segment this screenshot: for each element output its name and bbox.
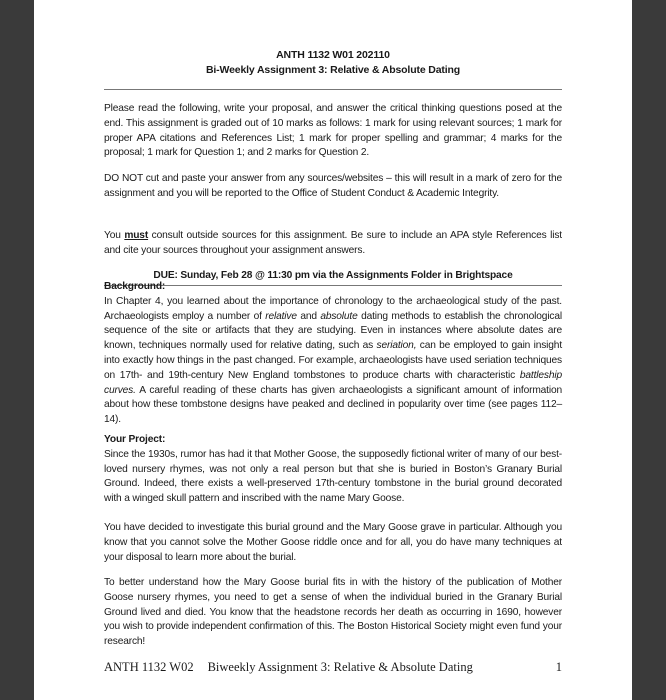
course-code: ANTH 1132 W01 202110 (276, 49, 390, 61)
project-paragraph-1: Since the 1930s, rumor has had it that Mother Goose, the supposedly fictional writer of many of our best-loved nursery rhymes, was not only a real person but that she is buried in Boston’s Granary Burial Ground. Indeed, there exists a well-preserved 17th-century tombstone in the burial ground decorated with a winged skull pattern and inscribed with the name Mary Goose. (104, 448, 562, 505)
emphasis-must: must (124, 230, 149, 241)
sources-paragraph (104, 229, 562, 259)
due-date: DUE: Sunday, Feb 28 @ 11:30 pm via the Assignments Folder in Brightspace (153, 270, 513, 281)
project-section (104, 433, 562, 507)
text: In Chapter 4, you learned about the importance of chronology to the archaeological study of the past. Archaeologists employ a number of (104, 295, 562, 322)
instructions-paragraph: Please read the following, write your proposal, and answer the critical thinking questions posed at the end. This assignment is graded out of 10 marks as follows: 1 mark for using relevant sources; 1 mark for proper APA citations and References List; 1 mark for proper spelling and grammar; 4 marks for the proposal; 1 mark for Question 1; and 2 marks for Question 2. (104, 103, 562, 159)
text: can be employed to gain insight into exactly how things in the past changed. For example, archaeologists have used seriation techniques on 17th- and 19th-century New England tombstones to produce charts with characteristic (104, 340, 562, 381)
text: consult outside sources for this assignment. Be sure to include an APA style References list and cite your sources throughout your assignment answers. (104, 230, 562, 256)
background-paragraph (104, 295, 562, 428)
page-number: 1 (555, 660, 562, 674)
text: A careful reading of these charts has given archaeologists a significant amount of information about how these tombstone designs have peaked and declined in popularity over time (see pages 112–14). (104, 384, 562, 426)
text: dating methods to establish the chronological sequence of the site or artifacts that they are studying. Even in instances where absolute dates are known, techniques normally used for relative dating, such as (104, 310, 563, 352)
project-heading: Your Project: (104, 434, 166, 445)
page-footer (104, 660, 562, 675)
project-paragraph-2: You have decided to investigate this burial ground and the Mary Goose grave in particular. Although you know that you cannot solve the Mother Goose riddle once and for all, you do have many techniques at your disposal to learn more about the burial. (104, 522, 562, 563)
italic-term: absolute (320, 310, 358, 322)
text: and (296, 310, 321, 322)
assignment-title: Bi-Weekly Assignment 3: Relative & Absolute Dating (205, 64, 461, 76)
italic-term: battleship curves. (104, 369, 562, 396)
divider (104, 89, 562, 90)
italic-term: relative (265, 310, 297, 322)
document-page (34, 0, 632, 700)
text: You (104, 230, 125, 241)
footer-title: Biweekly Assignment 3: Relative & Absolute Dating (207, 660, 473, 674)
background-heading: Background: (104, 281, 166, 292)
plagiarism-warning: DO NOT cut and paste your answer from any sources/websites – this will result in a mark of zero for the assignment and you will be reported to the Office of Student Conduct & Academic Integrity. (104, 173, 562, 199)
footer-course: ANTH 1132 W02 (104, 660, 194, 674)
project-paragraph-3: To better understand how the Mary Goose burial fits in with the history of the publication of Mother Goose nursery rhymes, you need to get a sense of when the individual buried in the Granary Burial Ground lived and died. You know that the headstone records her death as occurring in 1690, however you wish to provide independent confirmation of this. The Boston Historical Society might even fund your research! (104, 577, 562, 648)
italic-term: seriation, (376, 340, 417, 352)
document-header (104, 48, 562, 78)
background-section (104, 280, 562, 428)
